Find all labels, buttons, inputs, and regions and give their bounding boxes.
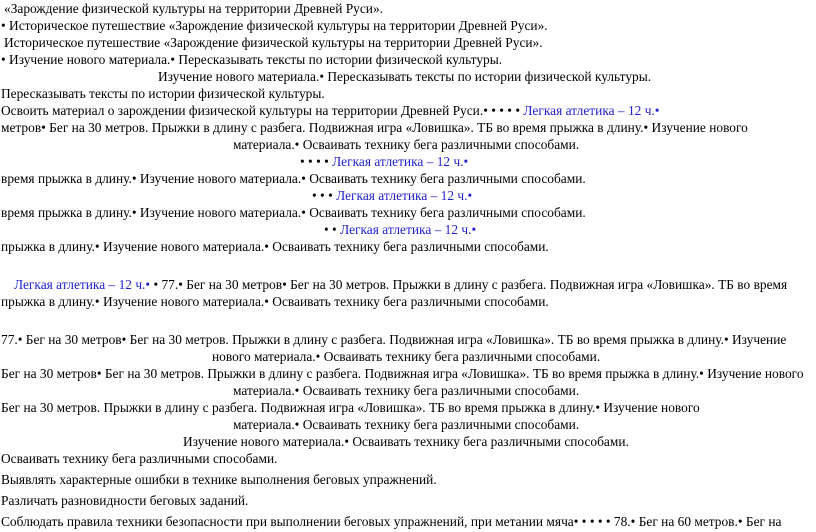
text-line: время прыжка в длину.• Изучение нового материала.• Осваивать технику бега различными способами. (1, 205, 586, 220)
text-segment: • 77.• Бег на 30 метров• Бег на 30 метров. Прыжки в длину с разбега. Подвижная игра «Ловишка». ТБ во время (150, 277, 788, 292)
section-heading: Легкая атлетика – 12 ч.• (332, 154, 469, 169)
section-heading: Легкая атлетика – 12 ч.• (340, 222, 477, 237)
text-line (1, 102, 659, 119)
text-line: Историческое путешествие «Зарождение физической культуры на территории Древней Руси». (4, 35, 543, 50)
text-line: Изучение нового материала.• Осваивать технику бега различными способами. (183, 434, 629, 449)
text-line: метров• Бег на 30 метров. Прыжки в длину с разбега. Подвижная игра «Ловишка». ТБ во время прыжка в длину.• Изучение нового (1, 120, 748, 135)
text-line: прыжка в длину.• Изучение нового материала.• Осваивать технику бега различными способами. (1, 239, 549, 254)
text-segment: • • • • (300, 154, 333, 169)
section-heading: Легкая атлетика – 12 ч.• (523, 103, 660, 118)
text-line (14, 276, 787, 293)
text-line: прыжка в длину.• Изучение нового материала.• Осваивать технику бега различными способами. (1, 294, 549, 309)
text-segment: • • (324, 222, 341, 237)
text-line: • Историческое путешествие «Зарождение физической культуры на территории Древней Руси». (1, 18, 548, 33)
text-segment: Освоить материал о зарождении физической культуры на территории Древней Руси.• • • • • (1, 103, 524, 118)
text-line: материала.• Осваивать технику бега различными способами. (233, 417, 580, 432)
section-heading: Легкая атлетика – 12 ч.• (336, 188, 473, 203)
text-line: Осваивать технику бега различными способами. (1, 451, 278, 466)
text-line: нового материала.• Осваивать технику бега различными способами. (212, 349, 601, 364)
section-heading: Легкая атлетика – 12 ч.• (14, 277, 151, 292)
text-line: Пересказывать тексты по истории физической культуры. (1, 86, 325, 101)
text-line (324, 221, 476, 238)
text-line: Изучение нового материала.• Пересказывать тексты по истории физической культуры. (158, 69, 652, 84)
text-line: 77.• Бег на 30 метров• Бег на 30 метров. Прыжки в длину с разбега. Подвижная игра «Ловишка». ТБ во время прыжка в длину.• Изучение (1, 332, 787, 347)
text-line: Бег на 30 метров. Прыжки в длину с разбега. Подвижная игра «Ловишка». ТБ во время прыжка в длину.• Изучение нового (1, 400, 700, 415)
text-line: «Зарождение физической культуры на территории Древней Руси». (4, 1, 384, 16)
text-segment: • • • (312, 188, 337, 203)
text-line: Различать разновидности беговых заданий. (1, 493, 249, 508)
text-line: Выявлять характерные ошибки в технике выполнения беговых упражнений. (1, 472, 437, 487)
text-line: материала.• Осваивать технику бега различными способами. (233, 137, 580, 152)
text-line (312, 187, 472, 204)
text-line: время прыжка в длину.• Изучение нового материала.• Осваивать технику бега различными способами. (1, 171, 586, 186)
text-line: материала.• Осваивать технику бега различными способами. (233, 383, 580, 398)
text-line: • Изучение нового материала.• Пересказывать тексты по истории физической культуры. (1, 52, 503, 67)
text-line: Соблюдать правила техники безопасности при выполнении беговых упражнений, при метании мяча• • • • • 78.• Бег на 60 метров.• Бег на (1, 514, 782, 529)
text-line (300, 153, 468, 170)
text-line: Бег на 30 метров• Бег на 30 метров. Прыжки в длину с разбега. Подвижная игра «Ловишка». ТБ во время прыжка в длину.• Изучение нового (1, 366, 804, 381)
